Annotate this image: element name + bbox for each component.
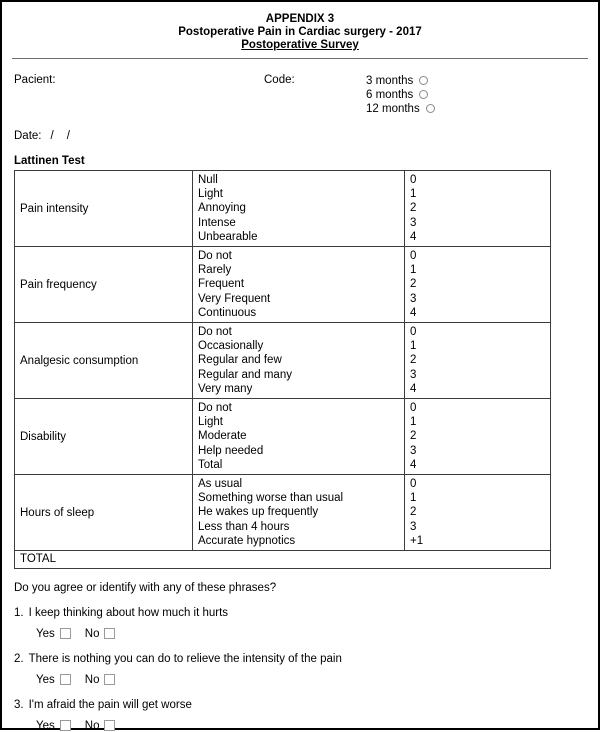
no-checkbox[interactable] [104, 628, 115, 639]
option-score: 2 [410, 354, 417, 367]
yes-no-row [36, 628, 586, 640]
radio-12-months-icon[interactable] [426, 104, 435, 113]
row-scores [405, 171, 551, 247]
survey-page [2, 2, 598, 732]
row-scores [405, 323, 551, 399]
code-option-label: 3 months [366, 75, 414, 87]
question-2 [14, 653, 586, 686]
row-category: Pain intensity [15, 171, 193, 247]
option-score: 2 [410, 202, 417, 215]
table-row-pain-intensity [15, 171, 551, 247]
row-category: Hours of sleep [15, 475, 193, 551]
option-score: 0 [410, 402, 417, 415]
row-scores [405, 247, 551, 323]
row-category: Pain frequency [15, 247, 193, 323]
option-label: Something worse than usual [198, 492, 344, 505]
table-row-total [15, 551, 551, 569]
question-number: 1. [14, 607, 24, 620]
option-score: +1 [410, 534, 424, 547]
option-label: Frequent [198, 278, 245, 291]
option-score: 1 [410, 416, 417, 429]
total-label: TOTAL [15, 551, 551, 569]
code-label: Code: [264, 74, 295, 86]
table-row-hours-of-sleep [15, 475, 551, 551]
question-number: 2. [14, 653, 24, 666]
row-category: Analgesic consumption [15, 323, 193, 399]
option-score: 1 [410, 188, 417, 201]
patient-code-row [14, 74, 586, 118]
option-label: Accurate hypnotics [198, 534, 296, 547]
question-number: 3. [14, 699, 24, 712]
option-label: Very Frequent [198, 292, 271, 305]
row-scores [405, 399, 551, 475]
option-label: Moderate [198, 430, 247, 443]
lattinen-table [14, 170, 551, 569]
document-header [14, 10, 586, 52]
option-score: 3 [410, 444, 417, 457]
header-divider [12, 58, 588, 59]
radio-3-months-icon[interactable] [419, 76, 428, 85]
code-option-label: 6 months [366, 89, 414, 101]
option-label: Rarely [198, 264, 232, 277]
option-label: Null [198, 174, 218, 186]
option-label: He wakes up frequently [198, 506, 319, 519]
option-label: Less than 4 hours [198, 520, 290, 533]
option-label: Do not [198, 402, 232, 415]
option-label: Regular and many [198, 368, 292, 381]
code-option-12-months [366, 102, 435, 116]
option-label: Light [198, 416, 223, 429]
code-option-label: 12 months [366, 103, 420, 115]
option-score: 0 [410, 174, 417, 186]
option-score: 2 [410, 278, 417, 291]
option-label: Continuous [198, 306, 257, 319]
code-option-6-months [366, 88, 435, 102]
date-row [14, 130, 586, 142]
row-options [193, 171, 405, 247]
question-text-row [14, 699, 586, 711]
yes-no-row [36, 674, 586, 686]
no-label: No [84, 674, 100, 687]
option-score: 3 [410, 216, 417, 229]
question-text-row [14, 653, 586, 665]
date-slash: / [66, 130, 70, 142]
question-text-row [14, 607, 586, 619]
yes-no-row [36, 720, 586, 732]
question-3 [14, 699, 586, 732]
option-score: 1 [410, 492, 417, 505]
option-label: Annoying [198, 202, 246, 215]
row-category: Disability [15, 399, 193, 475]
option-label: Regular and few [198, 354, 282, 367]
document-subtitle: Postoperative Survey [241, 39, 359, 51]
option-label: Very many [198, 382, 253, 395]
option-label: Intense [198, 216, 236, 229]
option-label: Light [198, 188, 223, 201]
option-score: 1 [410, 340, 417, 353]
yes-label: Yes [36, 720, 55, 732]
yes-checkbox[interactable] [60, 628, 71, 639]
yes-checkbox[interactable] [60, 674, 71, 685]
code-options-group [366, 74, 435, 116]
radio-6-months-icon[interactable] [419, 90, 428, 99]
option-label: Occasionally [198, 340, 264, 353]
no-label: No [84, 628, 100, 641]
table-row-pain-frequency [15, 247, 551, 323]
yes-checkbox[interactable] [60, 720, 71, 731]
option-label: Do not [198, 250, 232, 263]
row-options [193, 399, 405, 475]
option-score: 1 [410, 264, 417, 277]
row-options [193, 323, 405, 399]
lattinen-test-title: Lattinen Test [14, 155, 85, 167]
patient-label: Pacient: [14, 74, 56, 86]
option-score: 4 [410, 382, 417, 395]
appendix-title: APPENDIX 3 [265, 13, 335, 25]
option-score: 4 [410, 230, 417, 243]
row-options [193, 475, 405, 551]
table-row-disability [15, 399, 551, 475]
option-label: Do not [198, 326, 232, 339]
question-text: I'm afraid the pain will get worse [28, 699, 192, 712]
yes-label: Yes [36, 674, 55, 687]
option-score: 2 [410, 506, 417, 519]
row-scores [405, 475, 551, 551]
option-score: 0 [410, 250, 417, 263]
yes-label: Yes [36, 628, 55, 641]
question-1 [14, 607, 586, 640]
questions-intro: Do you agree or identify with any of these phrases? [14, 582, 277, 595]
no-checkbox[interactable] [104, 720, 115, 731]
option-score: 4 [410, 458, 417, 471]
option-score: 2 [410, 430, 417, 443]
option-label: Help needed [198, 444, 264, 457]
table-row-analgesic-consumption [15, 323, 551, 399]
option-label: Total [198, 458, 223, 471]
option-score: 0 [410, 478, 417, 491]
document-title: Postoperative Pain in Cardiac surgery - 2017 [178, 26, 422, 38]
date-slash: / [50, 130, 54, 142]
option-score: 0 [410, 326, 417, 339]
question-text: There is nothing you can do to relieve the intensity of the pain [28, 653, 342, 666]
no-checkbox[interactable] [104, 674, 115, 685]
option-label: As usual [198, 478, 243, 491]
option-label: Unbearable [198, 230, 258, 243]
option-score: 3 [410, 520, 417, 533]
option-score: 4 [410, 306, 417, 319]
no-label: No [84, 720, 100, 732]
code-option-3-months [366, 74, 435, 88]
date-label: Date: [14, 130, 42, 142]
option-score: 3 [410, 292, 417, 305]
row-options [193, 247, 405, 323]
option-score: 3 [410, 368, 417, 381]
question-text: I keep thinking about how much it hurts [28, 607, 229, 620]
